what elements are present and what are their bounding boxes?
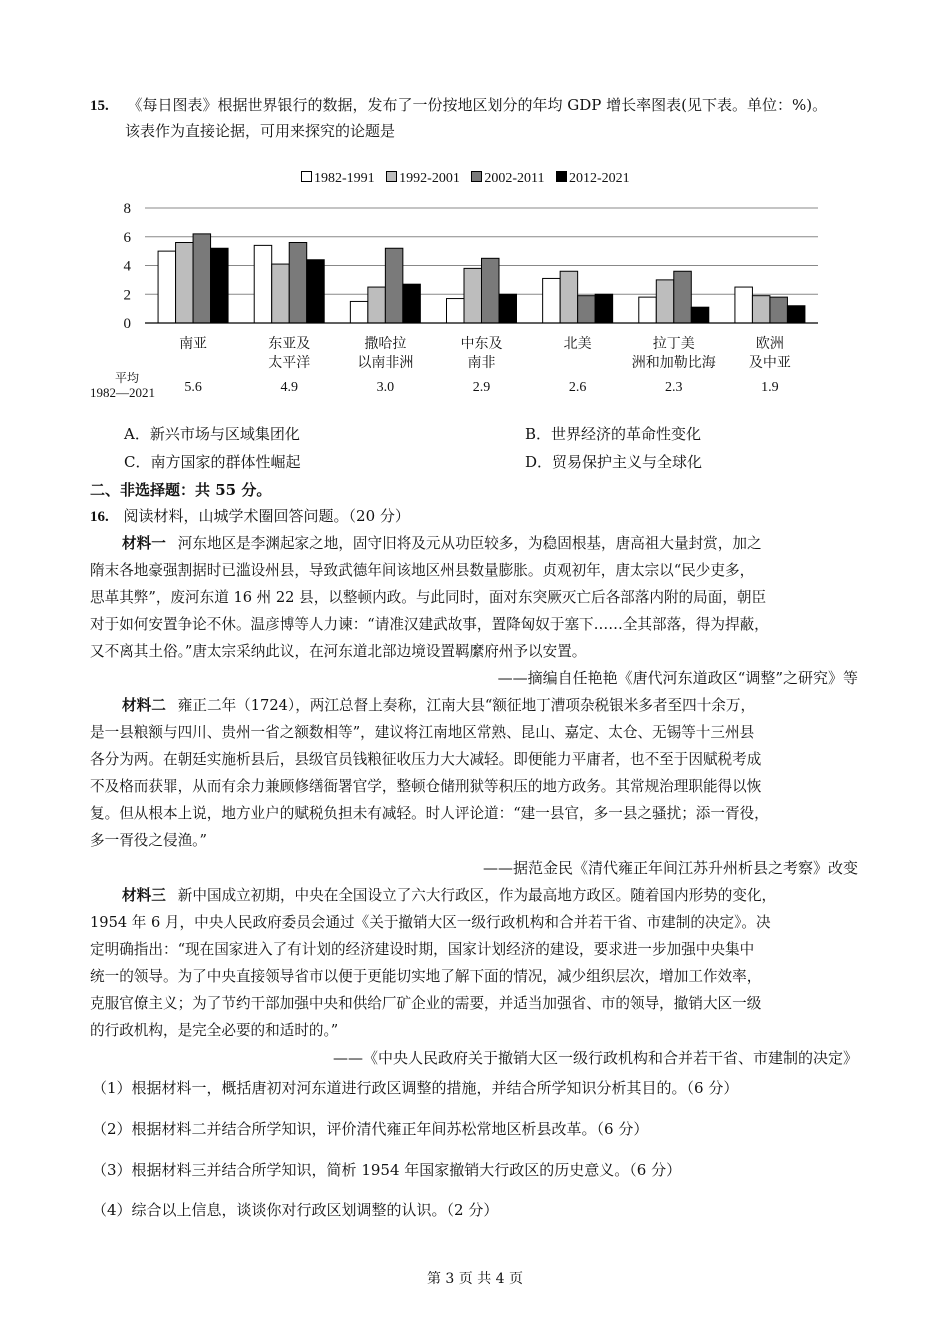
category-label-6-line-2: 洲和加勒比海 (631, 355, 716, 371)
bar-5-series-3 (578, 296, 596, 323)
q16-number: 16. (90, 509, 109, 525)
section-2-heading: 二、非选择题：共 55 分。 (90, 481, 272, 499)
material2-text1: 雍正二年（1724），两江总督上奏称，江南大县“额征地丁漕项杂税银米多者至四十余万， (177, 697, 756, 714)
y-tick-label-8: 8 (123, 201, 131, 217)
bar-3-series-3 (385, 248, 403, 323)
average-value-2: 4.9 (280, 380, 298, 395)
bar-6-series-3 (674, 271, 692, 323)
material3-line1 (122, 886, 776, 906)
category-label-4-line-2: 南非 (467, 355, 496, 371)
material1-line1 (122, 534, 762, 554)
material1-text1: 河东地区是李渊起家之地，固守旧将及元从功臣较多，为稳固根基，唐高祖大量封赏，加之 (177, 535, 762, 552)
question-3: （3）根据材料三并结合所学知识，简析 1954 年国家撤销大行政区的历史意义。（6 分） (92, 1161, 682, 1179)
bar-1-series-3 (193, 234, 211, 323)
average-value-7: 1.9 (761, 380, 779, 395)
category-label-5-line-1: 北美 (563, 336, 592, 352)
question-2: （2）根据材料二并结合所学知识，评价清代雍正年间苏松常地区析县改革。（6 分） (92, 1120, 649, 1138)
material1-label: 材料一 (122, 535, 166, 552)
bar-2-series-2 (272, 264, 290, 323)
bar-2-series-3 (289, 243, 307, 324)
material2-line3: 各分为两。在朝廷实施析县后，县级官员钱粮征收压力大大减轻。即便能力平庸者，也不至于因赋税考成 (90, 751, 762, 768)
category-label-7-line-1: 欧洲 (755, 336, 784, 352)
category-label-7-line-2: 及中亚 (748, 355, 791, 371)
bar-4-series-3 (482, 258, 500, 323)
bar-1-series-2 (176, 243, 194, 324)
bar-4-series-4 (499, 294, 517, 323)
option-c[interactable]: C．南方国家的群体性崛起 (124, 453, 301, 471)
bar-4-series-2 (464, 268, 482, 323)
bar-4-series-1 (447, 299, 465, 323)
category-label-2-line-1: 东亚及 (268, 336, 311, 352)
material3-label: 材料三 (122, 887, 166, 904)
legend-label-1: 1982-1991 (314, 171, 375, 186)
material2-line6: 多一胥役之侵渔。” (90, 832, 207, 849)
bar-3-series-4 (403, 284, 421, 323)
bar-5-series-1 (543, 278, 561, 323)
q16-intro: 阅读材料，山城学术圈回答问题。（20 分） (123, 507, 410, 525)
material2-line1 (122, 696, 755, 716)
question-4: （4）综合以上信息，谈谈你对行政区划调整的认识。（2 分） (92, 1201, 499, 1219)
material1-line5: 又不离其土俗。”唐太宗采纳此议，在河东道北部边境设置羁縻府州予以安置。 (90, 643, 587, 660)
option-a[interactable]: A．新兴市场与区域集团化 (124, 425, 300, 443)
legend-swatch-1 (301, 171, 312, 182)
legend-swatch-4 (556, 171, 567, 182)
chart-legend (295, 171, 632, 187)
bar-3-series-1 (350, 301, 368, 323)
average-row-label: 平均 (114, 371, 140, 385)
category-label-3-line-2: 以南非洲 (357, 355, 414, 371)
gdp-growth-bar-chart (0, 0, 950, 420)
average-value-5: 2.6 (568, 380, 587, 395)
material2-label: 材料二 (122, 697, 166, 714)
average-value-3: 3.0 (376, 380, 395, 395)
bar-7-series-2 (752, 296, 770, 323)
material1-source: ——摘编自任艳艳《唐代河东道政区“调整”之研究》等 (497, 669, 858, 687)
category-label-4-line-1: 中东及 (460, 336, 503, 352)
category-label-3-line-1: 撒哈拉 (364, 336, 407, 352)
average-period-label: 1982—2021 (90, 385, 155, 400)
legend-label-3: 2002-2011 (484, 171, 545, 186)
material3-line3: 定明确指出：“现在国家进入了有计划的经济建设时期，国家计划经济的建设，要求进一步加强中央集中 (90, 941, 755, 958)
category-label-6-line-1: 拉丁美 (652, 336, 695, 352)
bar-6-series-2 (656, 280, 674, 323)
average-value-6: 2.3 (665, 380, 683, 395)
material2-source: ——据范金民《清代雍正年间江苏升州析县之考察》改变 (482, 859, 858, 877)
q16-line (90, 506, 410, 527)
page-footer: 第 3 页 共 4 页 (426, 1271, 524, 1287)
legend-swatch-3 (471, 171, 482, 182)
material3-line6: 的行政机构，是完全必要的和适时的。” (90, 1022, 339, 1039)
option-d[interactable]: D．贸易保护主义与全球化 (525, 453, 703, 471)
q15-number: 15. (90, 98, 109, 114)
bar-1-series-4 (211, 248, 229, 323)
average-value-1: 5.6 (184, 380, 202, 395)
material3-source: ——《中央人民政府关于撤销大区一级行政机构和合并若干省、市建制的决定》 (332, 1049, 858, 1067)
material2-line5: 复。但从根本上说，地方业户的赋税负担未有减轻。时人评论道：“建一县官，多一县之骚扰；添一胥役， (90, 805, 769, 822)
average-value-4: 2.9 (472, 380, 491, 395)
legend-label-2: 1992-2001 (399, 171, 460, 186)
y-tick-label-6: 6 (123, 229, 131, 246)
bar-2-series-1 (254, 245, 272, 323)
y-tick-label-0: 0 (123, 316, 131, 332)
bar-1-series-1 (158, 251, 176, 323)
bar-5-series-2 (560, 271, 578, 323)
y-tick-label-4: 4 (123, 258, 131, 275)
material1-line4: 对于如何安置争论不休。温彦博等人力谏：“请准汉建武故事，置降匈奴于塞下……全其部落，得为捍蔽， (90, 616, 769, 633)
bar-6-series-4 (691, 307, 709, 323)
bar-6-series-1 (639, 297, 657, 323)
legend-label-4: 2012-2021 (569, 171, 630, 186)
material3-line5: 克服官僚主义；为了节约干部加强中央和供给厂矿企业的需要，并适当加强省、市的领导，撤销大区一级 (90, 995, 762, 1012)
material3-line2: 1954 年 6 月，中央人民政府委员会通过《关于撤销大区一级行政机构和合并若干省、市建制的决定》。决 (90, 914, 771, 931)
category-label-2-line-2: 太平洋 (268, 355, 311, 371)
bar-7-series-3 (770, 297, 788, 323)
question-1: （1）根据材料一，概括唐初对河东道进行政区调整的措施，并结合所学知识分析其目的。（6 分） (92, 1079, 739, 1097)
y-tick-label-2: 2 (123, 287, 131, 304)
material1-line3: 思革其弊”，废河东道 16 州 22 县，以整顿内政。与此同时，面对东突厥灭亡后各部落内附的局面，朝臣 (90, 589, 767, 606)
legend-swatch-2 (386, 171, 397, 182)
bar-3-series-2 (368, 287, 386, 323)
q15-line1 (90, 95, 827, 116)
option-b[interactable]: B．世界经济的革命性变化 (525, 425, 702, 443)
material2-line4: 不及格而获罪，从而有余力兼顾修缮衙署官学，整顿仓储刑狱等积压的地方政务。其常规治理职能得以恢 (90, 778, 762, 795)
bar-7-series-1 (735, 287, 753, 323)
category-label-1-line-1: 南亚 (179, 336, 208, 352)
q15-stem-line2: 该表作为直接论据，可用来探究的论题是 (125, 122, 396, 140)
q15-stem-line1: 《每日图表》根据世界银行的数据，发布了一份按地区划分的年均 GDP 增长率图表(见下表。单位：%)。 (127, 96, 828, 114)
material3-text1: 新中国成立初期，中央在全国设立了六大行政区，作为最高地方政区。随着国内形势的变化， (177, 887, 777, 904)
bar-5-series-4 (595, 294, 613, 323)
bar-7-series-4 (787, 306, 805, 323)
material1-line2: 隋末各地豪强割据时已滥设州县，导致武德年间该地区州县数量膨胀。贞观初年，唐太宗以“民少吏多， (90, 562, 755, 579)
bar-2-series-4 (307, 260, 325, 323)
material3-line4: 统一的领导。为了中央直接领导省市以便于更能切实地了解下面的情况，减少组织层次，增加工作效率， (90, 968, 762, 985)
material2-line2: 是一县粮额与四川、贵州一省之额数相等”，建议将江南地区常熟、昆山、嘉定、太仓、无锡等十三州县 (90, 724, 755, 741)
